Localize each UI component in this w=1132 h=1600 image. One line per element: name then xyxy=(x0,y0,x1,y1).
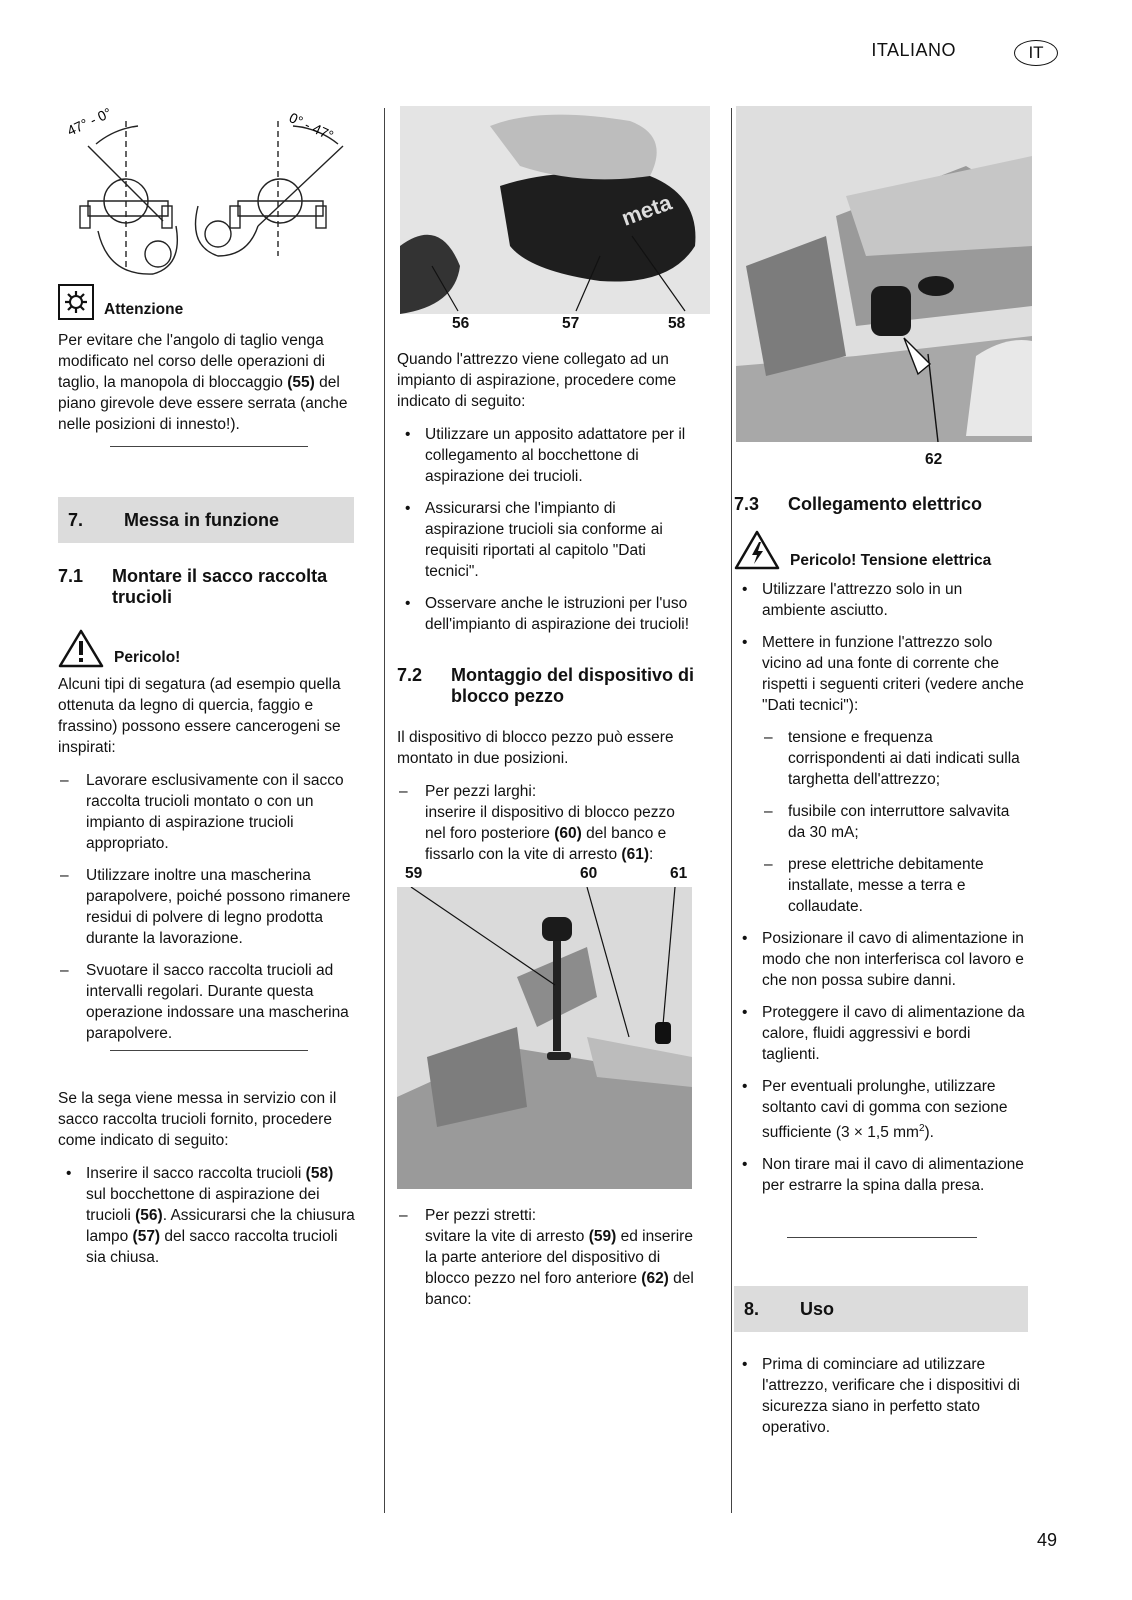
list-item: – Lavorare esclusivamente con il sacco raccolta trucioli montato o con un impianto di aspirazione trucioli appropriato. xyxy=(58,770,356,854)
attention-block xyxy=(58,284,356,447)
attention-text: Per evitare che l'angolo di taglio venga modificato nel corso delle operazioni di taglio, la manopola di bloccaggio (55) del piano girevole deve essere serrata (anche nelle posizioni di innesto!). xyxy=(58,332,348,433)
list-item: – fusibile con interruttore salvavita da 30 mA; xyxy=(762,801,1030,843)
list-item: – Per pezzi larghi: inserire il dispositivo di blocco pezzo nel foro posteriore (60) del banco e fissarlo con la vite di arresto (61): xyxy=(397,781,695,865)
section-7-1-heading: 7.1 Montare il sacco raccolta trucioli xyxy=(58,566,328,607)
svg-text:meta: meta xyxy=(618,189,675,231)
callout-56: 56 xyxy=(452,315,470,332)
list-item: – prese elettriche debitamente installate, messe a terra e collaudate. xyxy=(762,854,1030,917)
separator-rule xyxy=(110,1050,308,1051)
separator-rule xyxy=(787,1237,977,1238)
workpiece-clamp-photo-wide xyxy=(397,887,692,1189)
language-badge: IT xyxy=(1014,40,1058,66)
callout-62: 62 xyxy=(925,451,943,468)
list-item: • Posizionare il cavo di alimentazione in modo che non interferisca col lavoro e che non possa subire danni. xyxy=(734,928,1030,991)
bag-intro: Se la sega viene messa in servizio con il sacco raccolta trucioli fornito, procedere come indicato di seguito: xyxy=(58,1090,337,1149)
list-item: • Utilizzare un apposito adattatore per il collegamento al bocchettone di aspirazione dei trucioli. xyxy=(397,424,695,487)
attention-label: Attenzione xyxy=(104,301,184,318)
list-item: • Utilizzare l'attrezzo solo in un ambiente asciutto. xyxy=(734,579,1030,621)
list-item: • Assicurarsi che l'impianto di aspirazione trucioli sia conforme ai requisiti riportati al capitolo "Dati tecnici". xyxy=(397,498,695,582)
section-8-body xyxy=(734,1354,1030,1449)
section-7-2-text: Il dispositivo di blocco pezzo può essere montato in due posizioni. xyxy=(397,729,674,767)
list-item: – Svuotare il sacco raccolta trucioli ad intervalli regolari. Durante questa operazione indossare una mascherina parapolvere. xyxy=(58,960,356,1044)
header-language: ITALIANO xyxy=(871,40,956,60)
angle-label-left: 47° - 0° xyxy=(64,106,114,139)
electric-danger-label: Pericolo! Tensione elettrica xyxy=(790,552,992,569)
section-7-1 xyxy=(58,566,356,1055)
extraction-intro: Quando l'attrezzo viene collegato ad un impianto di aspirazione, procedere come indicato di seguito: xyxy=(397,351,677,410)
list-item: • Mettere in funzione l'attrezzo solo vicino ad una fonte di corrente che rispetti i seguenti criteri (vedere anche "Dati tecnici"): – tensione e frequenza corrispondenti ai dati indicati sulla targhetta dell'attrezzo; – fusibile con interruttore salvavita da 30 mA; – prese elettriche debitamente installate, messe a terra e collaudate. xyxy=(734,632,1030,917)
callout-58: 58 xyxy=(668,315,686,332)
electric-hazard-icon xyxy=(734,529,780,571)
list-item: • Non tirare mai il cavo di alimentazione per estrarre la spina dalla presa. xyxy=(734,1154,1030,1196)
list-item: • Per eventuali prolunghe, utilizzare soltanto cavi di gomma con sezione sufficiente (3 × 1,5 $mm^2$). xyxy=(734,1076,1030,1143)
list-item: • Osservare anche le istruzioni per l'uso dell'impianto di aspirazione dei trucioli! xyxy=(397,593,695,635)
page-number: 49 xyxy=(1037,1530,1058,1550)
column-divider-1 xyxy=(384,108,385,1513)
bag-instructions xyxy=(58,1088,356,1279)
section-7-2-heading: 7.2 Montaggio del dispositivo di blocco pezzo xyxy=(397,665,694,706)
danger-label: Pericolo! xyxy=(114,649,181,666)
callout-57: 57 xyxy=(562,315,580,332)
callout-60: 60 xyxy=(580,865,598,882)
section-7-3-heading: 7.3 Collegamento elettrico xyxy=(734,494,983,514)
column-divider-2 xyxy=(731,108,732,1513)
list-item: – tensione e frequenza corrispondenti ai dati indicati sulla targhetta dell'attrezzo; xyxy=(762,727,1030,790)
miter-angle-diagram xyxy=(58,106,368,284)
list-item: • Inserire il sacco raccolta trucioli (58) sul bocchettone di aspirazione dei trucioli (56). Assicurarsi che la chiusura lampo (57) del sacco raccolta trucioli sia chiusa. xyxy=(58,1163,356,1268)
callout-61: 61 xyxy=(670,865,688,882)
section-7-heading: 7. Messa in funzione xyxy=(58,497,354,543)
extraction-section xyxy=(397,349,695,876)
angle-label-right: 0° - 47° xyxy=(286,109,337,144)
danger-list xyxy=(58,770,356,1044)
dust-bag-photo xyxy=(400,106,710,314)
warning-triangle-icon xyxy=(58,628,104,668)
list-item: – Utilizzare inoltre una mascherina parapolvere, poiché possono rimanere residui di polvere di legno prodotta durante la lavorazione. xyxy=(58,865,356,949)
callout-59: 59 xyxy=(405,865,423,882)
narrow-workpiece xyxy=(397,1205,695,1321)
list-item: • Proteggere il cavo di alimentazione da calore, fluidi aggressivi e bordi taglienti. xyxy=(734,1002,1030,1065)
section-8-heading: 8. Uso xyxy=(734,1286,1028,1332)
list-item: • Prima di cominciare ad utilizzare l'attrezzo, verificare che i dispositivi di sicurezza siano in perfetto stato operativo. xyxy=(734,1354,1030,1438)
section-7-3 xyxy=(734,494,1030,1207)
workpiece-clamp-photo-narrow xyxy=(736,106,1032,442)
danger-text: Alcuni tipi di segatura (ad esempio quella ottenuta da legno di quercia, faggio e frassino) possono essere cancerogeni se inspirati: xyxy=(58,676,341,756)
list-item: – Per pezzi stretti: svitare la vite di arresto (59) ed inserire la parte anteriore del dispositivo di blocco pezzo nel foro anteriore (62) del banco: xyxy=(397,1205,695,1310)
separator-rule xyxy=(110,446,308,447)
attention-icon xyxy=(58,284,94,320)
